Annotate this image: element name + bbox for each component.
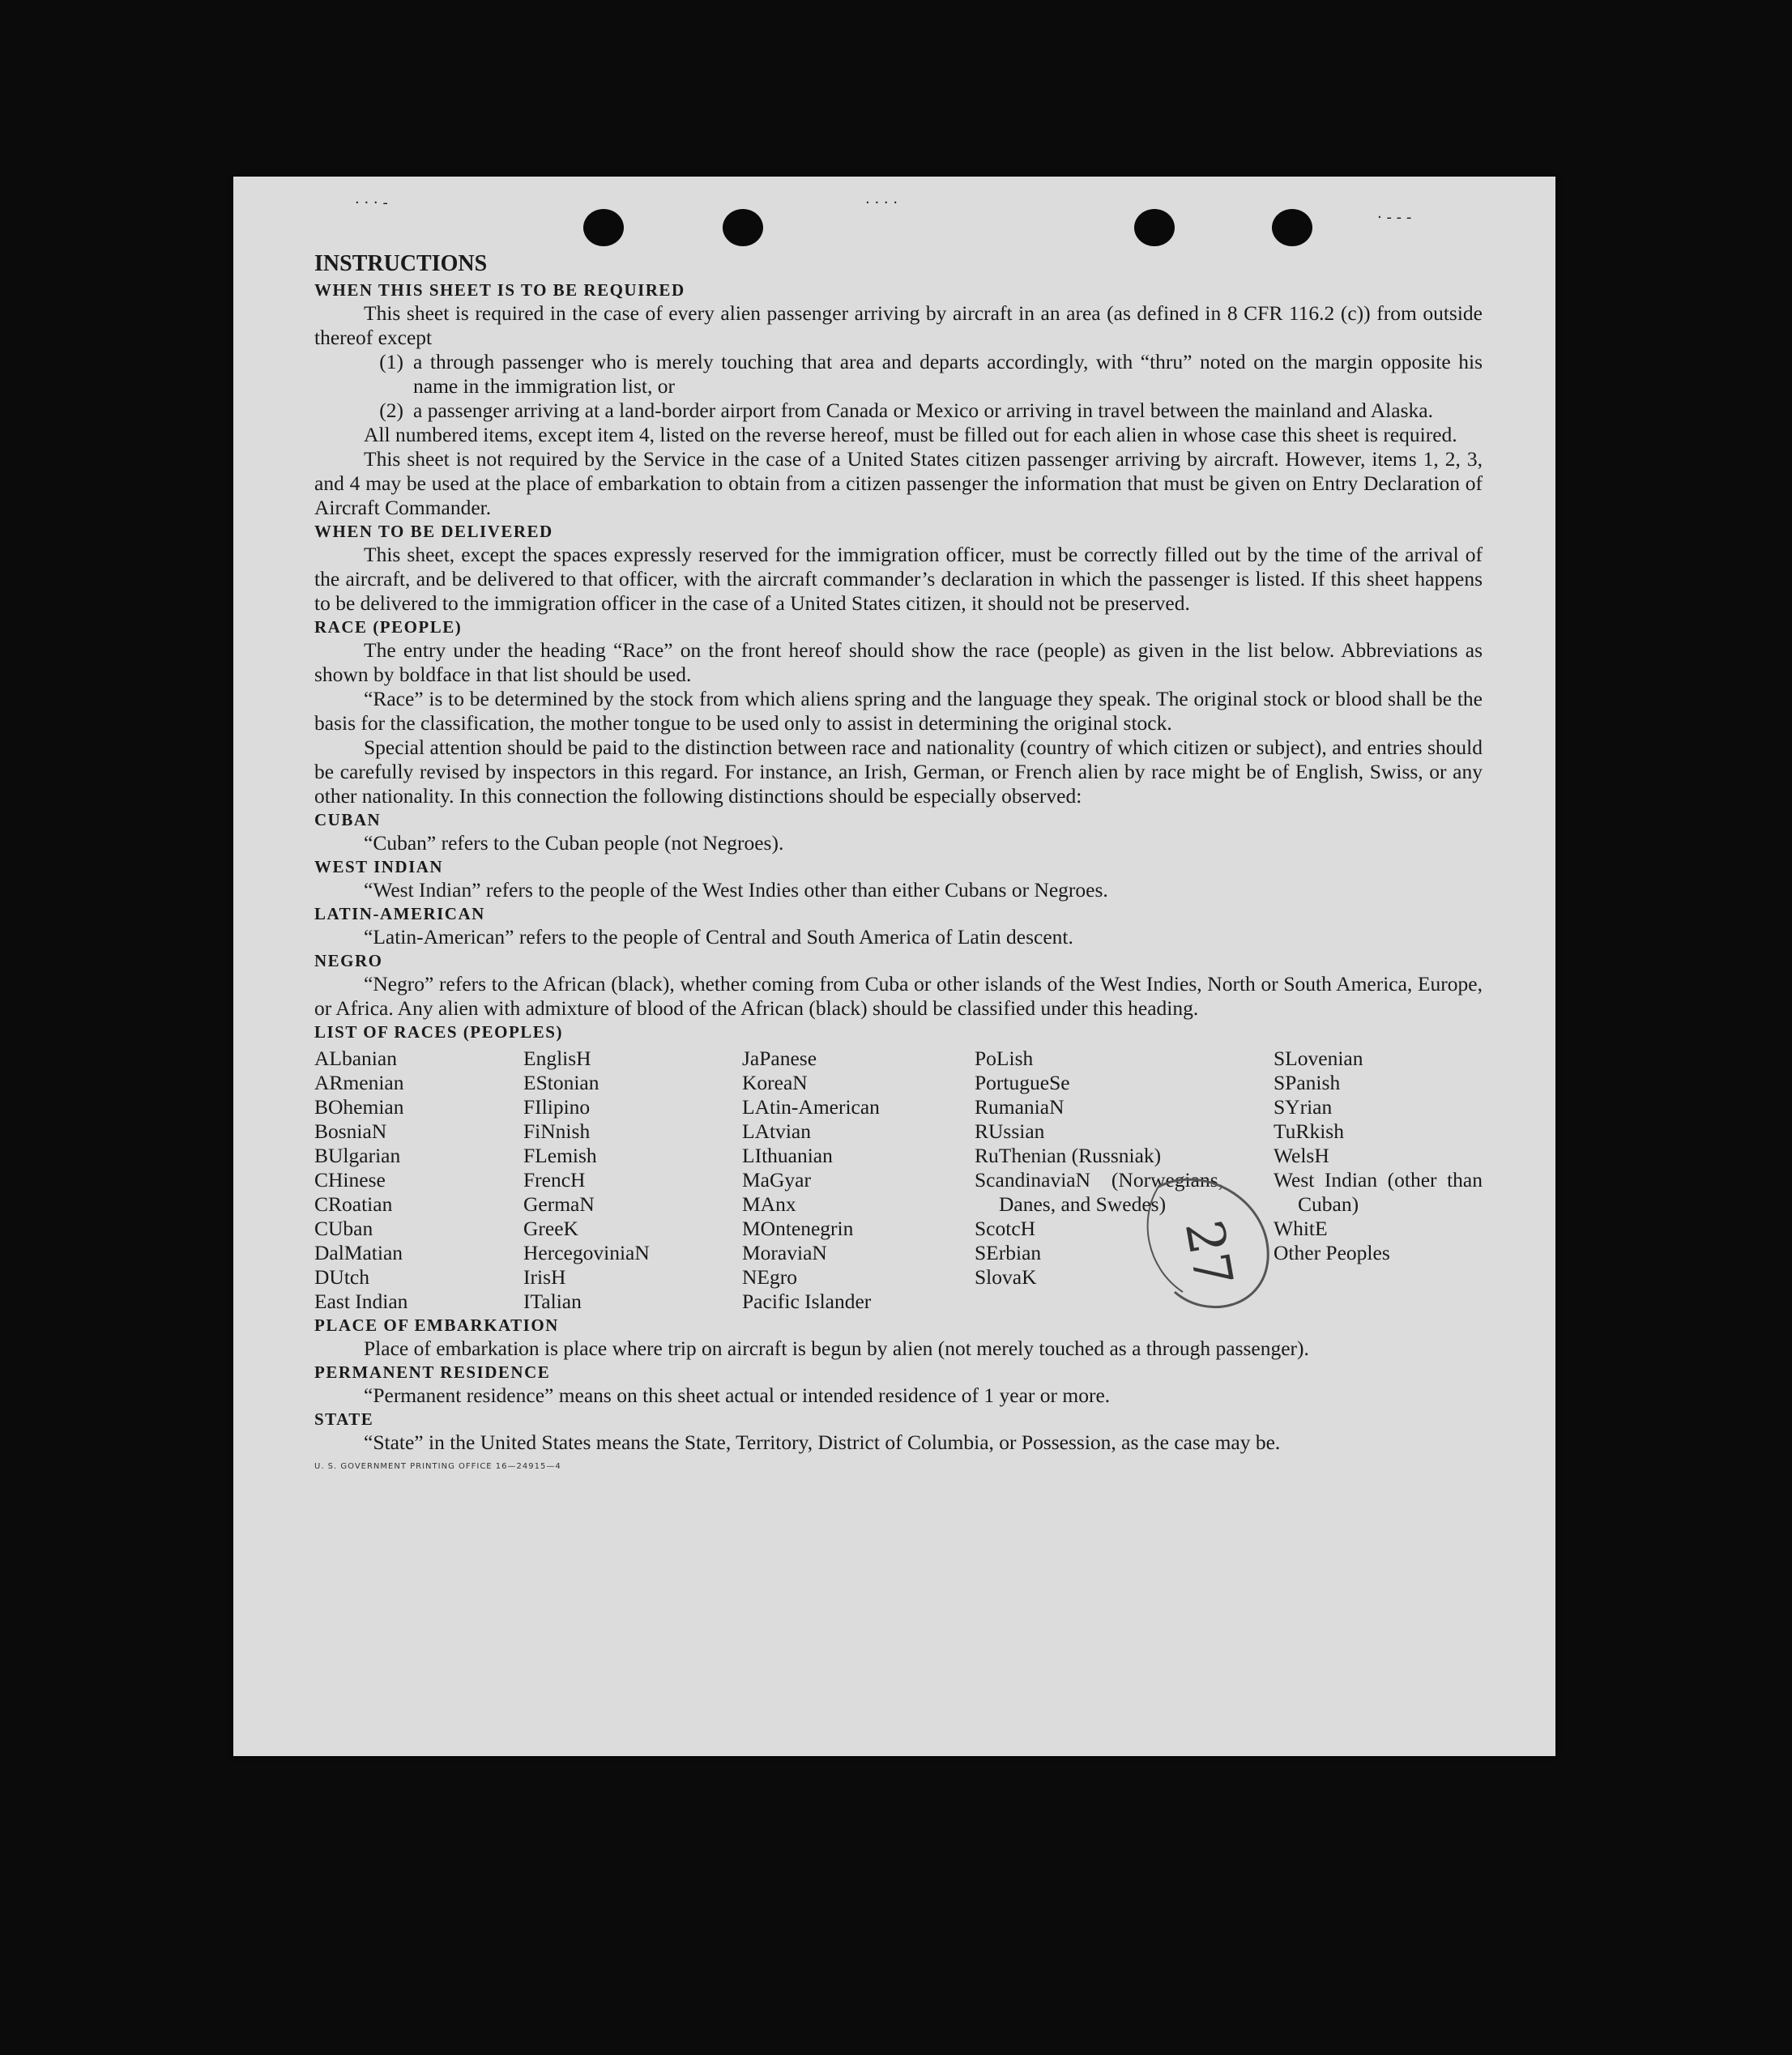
race-entry: ALbanian xyxy=(314,1047,397,1070)
handwritten-annotation xyxy=(1134,1170,1276,1316)
race-entry: WhitE xyxy=(1274,1217,1328,1240)
section-heading-when-required: WHEN THIS SHEET IS TO BE REQUIRED xyxy=(314,280,685,300)
races-column-3 xyxy=(742,1047,975,1314)
race-entry: SYrian xyxy=(1274,1095,1333,1119)
race-para2: “Race” is to be determined by the stock from which aliens spring and the language they speak. The original stock or blood shall be the basis for the classification, the mother tongue to be used only to assist in determining the original stock. xyxy=(314,687,1483,735)
race-entry: GreeK xyxy=(523,1217,578,1240)
race-entry: ScandinaviaN (Norwegians, Danes, and Swedes) xyxy=(975,1168,1223,1216)
cuban-text: “Cuban” refers to the Cuban people (not Negroes). xyxy=(364,831,784,855)
item-text: a through passenger who is merely touching that area and departs accordingly, with “thru” noted on the margin opposite his name in the immigration list, or xyxy=(413,350,1483,398)
punch-hole xyxy=(583,209,624,246)
race-entry: KoreaN xyxy=(742,1071,808,1094)
race-entry: IrisH xyxy=(523,1265,566,1289)
race-entry: ARmenian xyxy=(314,1071,404,1094)
when-delivered-text: This sheet, except the spaces expressly reserved for the immigration officer, must be correctly filled out by the time of the arrival of the aircraft, and be delivered to that officer, with the aircraft commander’s declaration in which the passenger is listed. If this sheet happens to be delivered to the immigration officer in the case of a United States citizen, it should not be preserved. xyxy=(314,543,1483,615)
race-entry: RumaniaN xyxy=(975,1095,1065,1119)
section-heading-negro: NEGRO xyxy=(314,951,383,970)
race-entry: EStonian xyxy=(523,1071,599,1094)
race-entry: West Indian (other than Cuban) xyxy=(1274,1168,1483,1216)
race-entry: MoraviaN xyxy=(742,1241,827,1264)
race-entry: Pacific Islander xyxy=(742,1290,872,1313)
race-entry: WelsH xyxy=(1274,1144,1329,1167)
section-heading-cuban: CUBAN xyxy=(314,810,382,829)
when-required-intro: This sheet is required in the case of every alien passenger arriving by aircraft in an area (as defined in 8 CFR 116.2 (c)) from outside thereof except xyxy=(314,301,1483,349)
state-text: “State” in the United States means the State, Territory, District of Columbia, or Possession, as the case may be. xyxy=(364,1430,1281,1454)
print-mark: · · · - xyxy=(355,194,388,211)
section-heading-west-indian: WEST INDIAN xyxy=(314,857,444,876)
page-title: INSTRUCTIONS xyxy=(314,251,488,276)
embarkation-text: Place of embarkation is place where trip on aircraft is begun by alien (not merely touched as a through passenger). xyxy=(364,1337,1309,1360)
race-entry: BUlgarian xyxy=(314,1144,401,1167)
race-entry: FrencH xyxy=(523,1168,586,1192)
race-entry: MOntenegrin xyxy=(742,1217,854,1240)
section-heading-latin-american: LATIN-AMERICAN xyxy=(314,904,485,923)
negro-text: “Negro” refers to the African (black), whether coming from Cuba or other islands of the West Indies, North or South America, Europe, or Africa. Any alien with admixture of blood of the African (black) should be classified under this heading. xyxy=(314,972,1483,1020)
race-entry: PoLish xyxy=(975,1047,1034,1070)
punch-hole xyxy=(1134,209,1175,246)
race-entry: CUban xyxy=(314,1217,373,1240)
west-indian-text: “West Indian” refers to the people of the West Indies other than either Cubans or Negroes. xyxy=(364,878,1108,902)
section-heading-races-list: LIST OF RACES (PEOPLES) xyxy=(314,1022,563,1042)
exceptions-list xyxy=(314,350,1483,423)
punch-hole xyxy=(723,209,763,246)
race-entry: DalMatian xyxy=(314,1241,403,1264)
race-entry: EnglisH xyxy=(523,1047,591,1070)
race-entry: SPanish xyxy=(1274,1071,1341,1094)
race-entry: ScotcH xyxy=(975,1217,1036,1240)
printer-imprint: U. S. GOVERNMENT PRINTING OFFICE 16—24915—4 xyxy=(314,1462,561,1471)
races-column-2 xyxy=(523,1047,742,1314)
instructions-document xyxy=(314,249,1483,1479)
race-entry: MaGyar xyxy=(742,1168,811,1192)
race-entry: TuRkish xyxy=(1274,1119,1344,1143)
list-item xyxy=(314,350,1483,399)
races-column-5 xyxy=(1274,1047,1483,1314)
races-table xyxy=(314,1047,1483,1314)
section-heading-when-delivered: WHEN TO BE DELIVERED xyxy=(314,522,553,541)
when-required-para2: All numbered items, except item 4, listed on the reverse hereof, must be filled out for each alien in whose case this sheet is required. xyxy=(364,423,1457,446)
race-entry: JaPanese xyxy=(742,1047,817,1070)
race-entry: PortugueSe xyxy=(975,1071,1070,1094)
race-para1: The entry under the heading “Race” on the front hereof should show the race (people) as given in the list below. Abbreviations as shown by boldface in that list should be used. xyxy=(314,638,1483,686)
item-number: (2) xyxy=(379,399,403,422)
race-entry: SLovenian xyxy=(1274,1047,1363,1070)
race-entry: FiNnish xyxy=(523,1119,591,1143)
race-entry: Other Peoples xyxy=(1274,1241,1390,1264)
race-entry: RUssian xyxy=(975,1119,1045,1143)
races-column-1 xyxy=(314,1047,523,1314)
list-item xyxy=(314,399,1483,423)
race-para3: Special attention should be paid to the distinction between race and nationality (country of which citizen or subject), and entries should be carefully revised by inspectors in this regard. For instance, an Irish, German, or French alien by race might be of English, Swiss, or any other nationality. In this connection the following distinctions should be especially observed: xyxy=(314,735,1483,808)
race-entry: CRoatian xyxy=(314,1192,393,1216)
race-entry: NEgro xyxy=(742,1265,797,1289)
handwritten-number: 27 xyxy=(1172,1216,1244,1292)
race-entry: BOhemian xyxy=(314,1095,404,1119)
race-entry: DUtch xyxy=(314,1265,369,1289)
punch-hole xyxy=(1272,209,1312,246)
race-entry: RuThenian (Russniak) xyxy=(975,1144,1162,1167)
residence-text: “Permanent residence” means on this sheet actual or intended residence of 1 year or more. xyxy=(364,1384,1111,1407)
race-entry: CHinese xyxy=(314,1168,386,1192)
race-entry: GermaN xyxy=(523,1192,595,1216)
race-entry: HercegoviniaN xyxy=(523,1241,650,1264)
race-entry: FLemish xyxy=(523,1144,597,1167)
race-entry: LAtvian xyxy=(742,1119,811,1143)
race-entry: FIlipino xyxy=(523,1095,591,1119)
latin-american-text: “Latin-American” refers to the people of Central and South America of Latin descent. xyxy=(364,925,1073,949)
section-heading-residence: PERMANENT RESIDENCE xyxy=(314,1362,551,1382)
item-number: (1) xyxy=(379,350,403,373)
race-entry: ITalian xyxy=(523,1290,582,1313)
section-heading-state: STATE xyxy=(314,1409,374,1429)
race-entry: LAtin-American xyxy=(742,1095,880,1119)
race-entry: LIthuanian xyxy=(742,1144,833,1167)
race-entry: SErbian xyxy=(975,1241,1042,1264)
item-text: a passenger arriving at a land-border airport from Canada or Mexico or arriving in travel between the mainland and Alaska. xyxy=(413,399,1433,422)
section-heading-race: RACE (PEOPLE) xyxy=(314,617,463,637)
race-entry: East Indian xyxy=(314,1290,408,1313)
when-required-para3: This sheet is not required by the Service in the case of a United States citizen passenger arriving by aircraft. However, items 1, 2, 3, and 4 may be used at the place of embarkation to obtain from a citizen passenger the information that must be given on Entry Declaration of Aircraft Commander. xyxy=(314,447,1483,519)
print-mark: · - - - xyxy=(1377,209,1412,226)
print-mark: · · · · xyxy=(865,194,898,211)
section-heading-embarkation: PLACE OF EMBARKATION xyxy=(314,1315,559,1335)
race-entry: MAnx xyxy=(742,1192,796,1216)
race-entry: SlovaK xyxy=(975,1265,1037,1289)
race-entry: BosniaN xyxy=(314,1119,387,1143)
